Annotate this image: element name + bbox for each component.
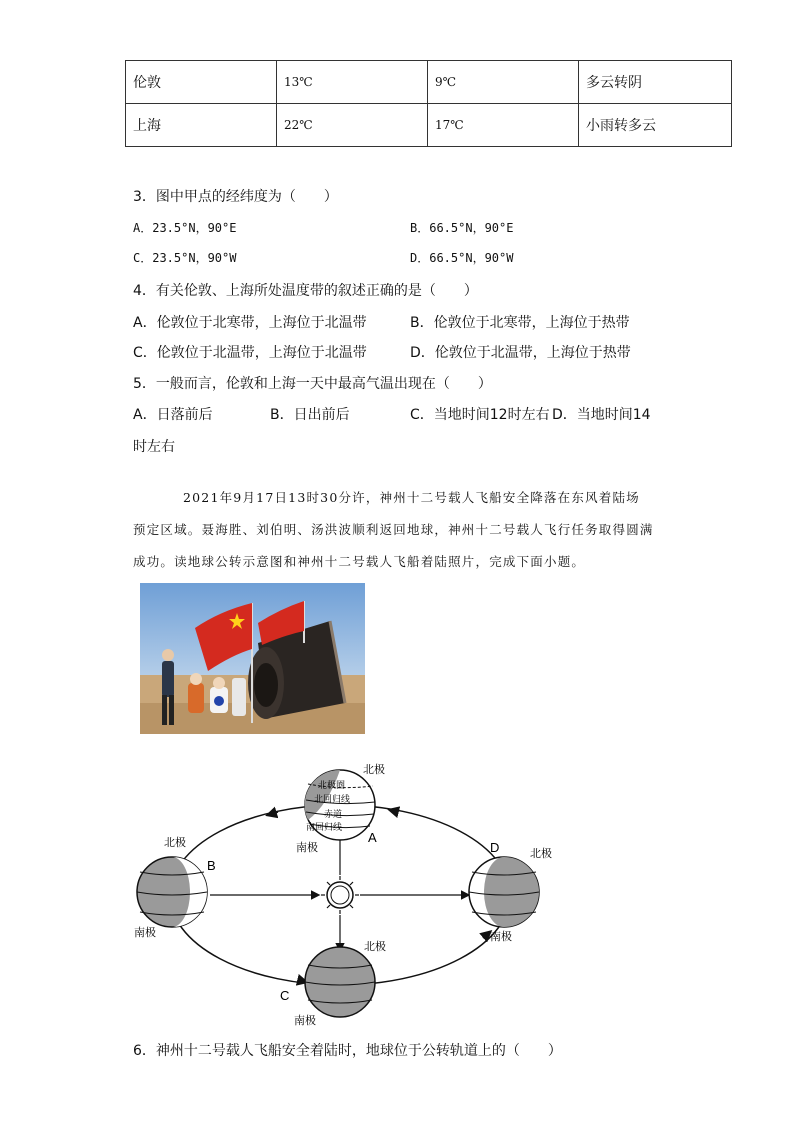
earth-position-b: [137, 857, 207, 927]
q4-option-a: A．伦敦位于北寒带，上海位于北温带: [133, 315, 367, 331]
city-cell: 伦敦: [126, 61, 277, 104]
q3-option-c: C．23.5°N，90°W: [133, 251, 237, 265]
label-c: C: [280, 988, 290, 1003]
passage-line-3: 成功。读地球公转示意图和神州十二号载人飞船着陆照片，完成下面小题。: [133, 554, 586, 569]
tropic-cancer-label: 北回归线: [314, 794, 351, 804]
south-pole-label: 南极: [296, 842, 318, 854]
north-pole-label: 北极: [530, 848, 552, 860]
table-row: [126, 104, 732, 147]
earth-position-d: [469, 857, 539, 927]
q5-option-a: A．日落前后: [133, 407, 213, 423]
question-4-stem: 4．有关伦敦、上海所处温度带的叙述正确的是（ ）: [133, 283, 478, 299]
south-pole-label: 南极: [490, 931, 512, 943]
north-pole-label: 北极: [363, 764, 385, 776]
q5-option-b: B．日出前后: [270, 407, 350, 423]
q3-option-d: D．66.5°N，90°W: [410, 251, 514, 265]
north-pole-label: 北极: [364, 941, 386, 953]
equator-label: 赤道: [324, 809, 343, 819]
landing-photo: [140, 583, 365, 734]
reading-passage: [133, 482, 663, 578]
label-d: D: [490, 840, 500, 855]
earth-position-a: [305, 770, 375, 840]
south-pole-label: 南极: [134, 927, 156, 939]
q4-option-b: B．伦敦位于北寒带，上海位于热带: [410, 315, 630, 331]
q4-option-d: D．伦敦位于北温带，上海位于热带: [410, 345, 631, 361]
passage-line-2: 预定区域。聂海胜、刘伯明、汤洪波顺利返回地球，神州十二号载人飞行任务取得圆满: [133, 522, 654, 537]
passage-line-1: 2021年9月17日13时30分许，神州十二号载人飞船安全降落在东风着陆场: [183, 490, 640, 505]
south-pole-label: 南极: [294, 1015, 316, 1027]
table-row: [126, 61, 732, 104]
weather-table: [125, 60, 732, 147]
q3-option-a: A．23.5°N，90°E: [133, 221, 237, 235]
city-cell: 上海: [126, 104, 277, 147]
earth-position-c: [305, 947, 375, 1017]
tropic-capricorn-label: 南回归线: [306, 822, 343, 832]
arctic-circle-label: 北极圈: [318, 780, 346, 790]
question-6-stem: 6．神州十二号载人飞船安全着陆时，地球位于公转轨道上的（ ）: [133, 1043, 562, 1059]
weather-cell: 小雨转多云: [579, 104, 732, 147]
high-temp-cell: 13℃: [277, 61, 428, 104]
q3-option-b: B．66.5°N，90°E: [410, 221, 514, 235]
weather-cell: 多云转阴: [579, 61, 732, 104]
label-b: B: [207, 858, 216, 873]
question-3-stem: 3．图中甲点的经纬度为（ ）: [133, 189, 338, 205]
high-temp-cell: 22℃: [277, 104, 428, 147]
earth-revolution-diagram: [128, 760, 568, 1030]
q5-option-d: D．当地时间14: [552, 407, 651, 423]
q5-option-c: C．当地时间12时左右: [410, 407, 550, 423]
label-a: A: [368, 830, 377, 845]
sun-icon: [321, 876, 359, 914]
q5-option-d-continued: 时左右: [133, 439, 175, 455]
low-temp-cell: 17℃: [428, 104, 579, 147]
orbit-arrow: [483, 932, 490, 938]
q4-option-c: C．伦敦位于北温带，上海位于北温带: [133, 345, 367, 361]
north-pole-label: 北极: [164, 837, 186, 849]
low-temp-cell: 9℃: [428, 61, 579, 104]
question-5-stem: 5．一般而言，伦敦和上海一天中最高气温出现在（ ）: [133, 376, 492, 392]
